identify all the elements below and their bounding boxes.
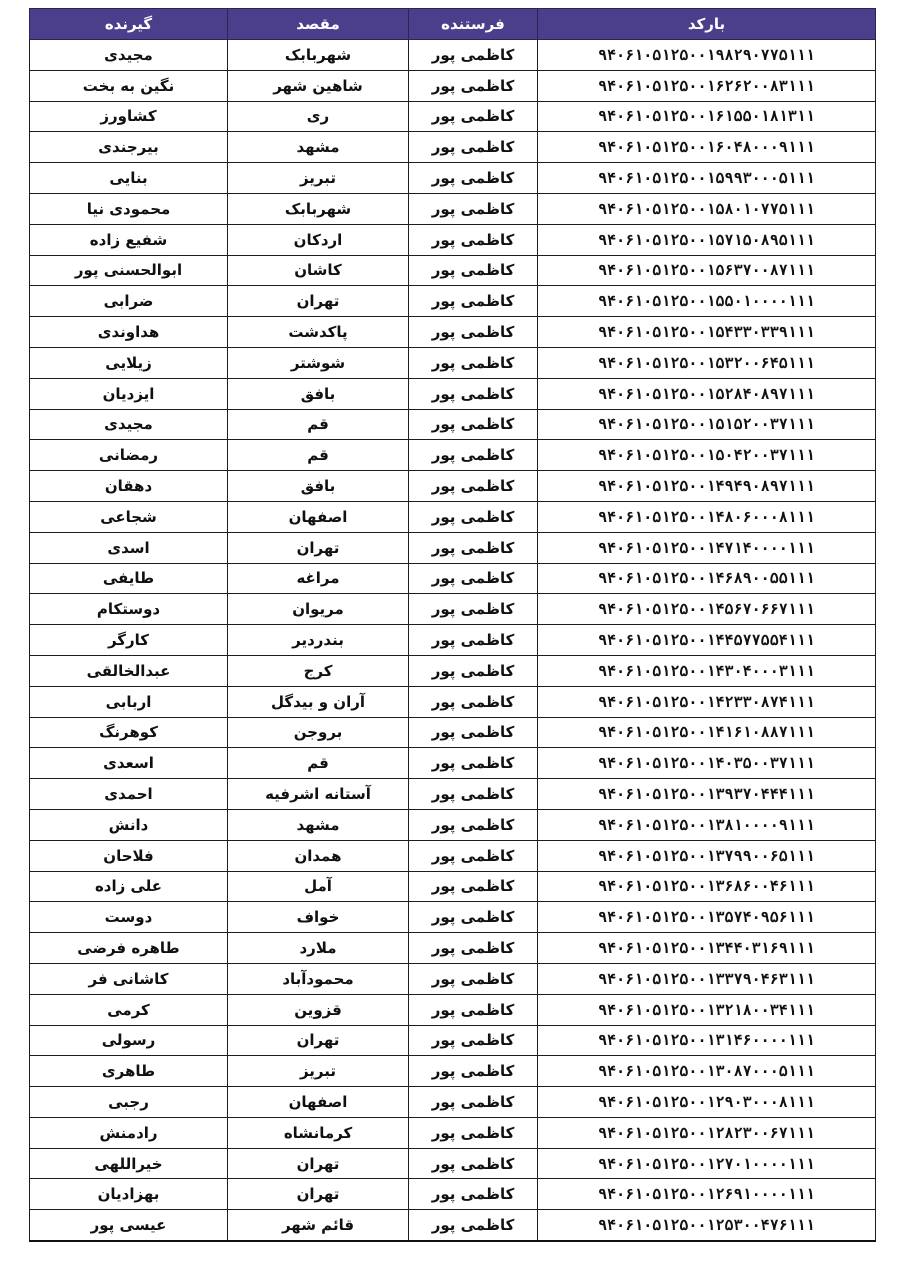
sender-cell: کاظمی پور <box>409 1087 538 1118</box>
table-row <box>30 625 876 656</box>
table-row <box>30 1087 876 1118</box>
barcode-cell: ۹۴۰۶۱۰۵۱۲۵۰۰۱۵۴۳۳۰۳۳۹۱۱۱ <box>538 317 876 348</box>
barcode-cell: ۹۴۰۶۱۰۵۱۲۵۰۰۱۹۸۲۹۰۷۷۵۱۱۱ <box>538 40 876 71</box>
barcode-cell: ۹۴۰۶۱۰۵۱۲۵۰۰۱۳۷۹۹۰۰۶۵۱۱۱ <box>538 840 876 871</box>
destination-cell: قم <box>228 409 409 440</box>
table-row <box>30 840 876 871</box>
recipient-cell: اسدی <box>30 532 228 563</box>
sender-cell: کاظمی پور <box>409 902 538 933</box>
barcode-cell: ۹۴۰۶۱۰۵۱۲۵۰۰۱۲۷۰۱۰۰۰۰۱۱۱ <box>538 1148 876 1179</box>
recipient-cell: کوهرنگ <box>30 717 228 748</box>
recipient-cell: اسعدی <box>30 748 228 779</box>
barcode-cell: ۹۴۰۶۱۰۵۱۲۵۰۰۱۴۱۶۱۰۸۸۷۱۱۱ <box>538 717 876 748</box>
recipient-cell: فلاحان <box>30 840 228 871</box>
recipient-cell: کشاورز <box>30 101 228 132</box>
destination-cell: اردکان <box>228 224 409 255</box>
header-sender: فرستنده <box>409 9 538 40</box>
table-row <box>30 717 876 748</box>
destination-cell: آستانه اشرفیه <box>228 779 409 810</box>
table-row <box>30 317 876 348</box>
destination-cell: کرمانشاه <box>228 1117 409 1148</box>
table-row <box>30 378 876 409</box>
recipient-cell: مجیدی <box>30 40 228 71</box>
recipient-cell: طایفی <box>30 563 228 594</box>
sender-cell: کاظمی پور <box>409 40 538 71</box>
barcode-cell: ۹۴۰۶۱۰۵۱۲۵۰۰۱۲۸۲۳۰۰۶۷۱۱۱ <box>538 1117 876 1148</box>
barcode-cell: ۹۴۰۶۱۰۵۱۲۵۰۰۱۵۲۸۴۰۸۹۷۱۱۱ <box>538 378 876 409</box>
table-row <box>30 440 876 471</box>
table-row <box>30 532 876 563</box>
recipient-cell: رجبی <box>30 1087 228 1118</box>
destination-cell: ری <box>228 101 409 132</box>
recipient-cell: کارگر <box>30 625 228 656</box>
barcode-cell: ۹۴۰۶۱۰۵۱۲۵۰۰۱۵۹۹۳۰۰۰۵۱۱۱ <box>538 163 876 194</box>
destination-cell: شهربابک <box>228 193 409 224</box>
sender-cell: کاظمی پور <box>409 686 538 717</box>
recipient-cell: کرمی <box>30 994 228 1025</box>
destination-cell: شوشتر <box>228 347 409 378</box>
sender-cell: کاظمی پور <box>409 840 538 871</box>
recipient-cell: عیسی پور <box>30 1210 228 1241</box>
table-row <box>30 1025 876 1056</box>
table-row <box>30 1056 876 1087</box>
sender-cell: کاظمی پور <box>409 994 538 1025</box>
table-row <box>30 1117 876 1148</box>
sender-cell: کاظمی پور <box>409 963 538 994</box>
header-destination: مقصد <box>228 9 409 40</box>
sender-cell: کاظمی پور <box>409 779 538 810</box>
sender-cell: کاظمی پور <box>409 317 538 348</box>
recipient-cell: طاهره فرضی <box>30 933 228 964</box>
recipient-cell: نگین به بخت <box>30 70 228 101</box>
barcode-cell: ۹۴۰۶۱۰۵۱۲۵۰۰۱۴۵۶۷۰۶۶۷۱۱۱ <box>538 594 876 625</box>
destination-cell: همدان <box>228 840 409 871</box>
sender-cell: کاظمی پور <box>409 625 538 656</box>
barcode-cell: ۹۴۰۶۱۰۵۱۲۵۰۰۱۴۳۰۴۰۰۰۳۱۱۱ <box>538 655 876 686</box>
barcode-cell: ۹۴۰۶۱۰۵۱۲۵۰۰۱۶۲۶۲۰۰۸۳۱۱۱ <box>538 70 876 101</box>
table-row <box>30 1179 876 1210</box>
barcode-cell: ۹۴۰۶۱۰۵۱۲۵۰۰۱۴۰۳۵۰۰۳۷۱۱۱ <box>538 748 876 779</box>
sender-cell: کاظمی پور <box>409 163 538 194</box>
barcode-cell: ۹۴۰۶۱۰۵۱۲۵۰۰۱۴۹۴۹۰۸۹۷۱۱۱ <box>538 471 876 502</box>
destination-cell: تهران <box>228 1025 409 1056</box>
barcode-cell: ۹۴۰۶۱۰۵۱۲۵۰۰۱۵۸۰۱۰۷۷۵۱۱۱ <box>538 193 876 224</box>
table-header <box>30 9 876 40</box>
table-body <box>30 40 876 1242</box>
recipient-cell: رمضانی <box>30 440 228 471</box>
recipient-cell: شجاعی <box>30 501 228 532</box>
table-row <box>30 163 876 194</box>
recipient-cell: بنایی <box>30 163 228 194</box>
header-row <box>30 9 876 40</box>
sender-cell: کاظمی پور <box>409 748 538 779</box>
destination-cell: مشهد <box>228 809 409 840</box>
sender-cell: کاظمی پور <box>409 70 538 101</box>
recipient-cell: ایزدیان <box>30 378 228 409</box>
sender-cell: کاظمی پور <box>409 594 538 625</box>
recipient-cell: دهقان <box>30 471 228 502</box>
barcode-cell: ۹۴۰۶۱۰۵۱۲۵۰۰۱۴۸۰۶۰۰۰۸۱۱۱ <box>538 501 876 532</box>
table-row <box>30 70 876 101</box>
destination-cell: خواف <box>228 902 409 933</box>
barcode-cell: ۹۴۰۶۱۰۵۱۲۵۰۰۱۲۶۹۱۰۰۰۰۱۱۱ <box>538 1179 876 1210</box>
sender-cell: کاظمی پور <box>409 532 538 563</box>
sender-cell: کاظمی پور <box>409 255 538 286</box>
destination-cell: شهربابک <box>228 40 409 71</box>
destination-cell: تبریز <box>228 1056 409 1087</box>
table-row <box>30 779 876 810</box>
header-recipient: گیرنده <box>30 9 228 40</box>
sender-cell: کاظمی پور <box>409 409 538 440</box>
sender-cell: کاظمی پور <box>409 1179 538 1210</box>
recipient-cell: محمودی نیا <box>30 193 228 224</box>
sender-cell: کاظمی پور <box>409 471 538 502</box>
recipient-cell: دانش <box>30 809 228 840</box>
barcode-cell: ۹۴۰۶۱۰۵۱۲۵۰۰۱۵۰۴۲۰۰۳۷۱۱۱ <box>538 440 876 471</box>
barcode-cell: ۹۴۰۶۱۰۵۱۲۵۰۰۱۳۳۷۹۰۴۶۳۱۱۱ <box>538 963 876 994</box>
destination-cell: اصفهان <box>228 1087 409 1118</box>
barcode-cell: ۹۴۰۶۱۰۵۱۲۵۰۰۱۳۲۱۸۰۰۳۴۱۱۱ <box>538 994 876 1025</box>
destination-cell: مراغه <box>228 563 409 594</box>
table-row <box>30 655 876 686</box>
destination-cell: کاشان <box>228 255 409 286</box>
table-row <box>30 748 876 779</box>
barcode-cell: ۹۴۰۶۱۰۵۱۲۵۰۰۱۴۲۳۳۰۸۷۴۱۱۱ <box>538 686 876 717</box>
table-row <box>30 132 876 163</box>
recipient-cell: اربابی <box>30 686 228 717</box>
barcode-cell: ۹۴۰۶۱۰۵۱۲۵۰۰۱۳۹۳۷۰۴۴۴۱۱۱ <box>538 779 876 810</box>
barcode-cell: ۹۴۰۶۱۰۵۱۲۵۰۰۱۴۶۸۹۰۰۵۵۱۱۱ <box>538 563 876 594</box>
barcode-cell: ۹۴۰۶۱۰۵۱۲۵۰۰۱۴۴۵۷۷۵۵۴۱۱۱ <box>538 625 876 656</box>
destination-cell: تهران <box>228 532 409 563</box>
destination-cell: محمودآباد <box>228 963 409 994</box>
recipient-cell: بهزادیان <box>30 1179 228 1210</box>
destination-cell: اصفهان <box>228 501 409 532</box>
destination-cell: بندردیر <box>228 625 409 656</box>
table-row <box>30 563 876 594</box>
table-row <box>30 686 876 717</box>
barcode-cell: ۹۴۰۶۱۰۵۱۲۵۰۰۱۳۸۱۰۰۰۰۹۱۱۱ <box>538 809 876 840</box>
recipient-cell: دوست <box>30 902 228 933</box>
destination-cell: قزوین <box>228 994 409 1025</box>
recipient-cell: شفیع زاده <box>30 224 228 255</box>
table-row <box>30 501 876 532</box>
barcode-cell: ۹۴۰۶۱۰۵۱۲۵۰۰۱۳۰۸۷۰۰۰۵۱۱۱ <box>538 1056 876 1087</box>
sender-cell: کاظمی پور <box>409 809 538 840</box>
table-row <box>30 347 876 378</box>
table-row <box>30 409 876 440</box>
table-row <box>30 871 876 902</box>
sender-cell: کاظمی پور <box>409 224 538 255</box>
recipient-cell: علی زاده <box>30 871 228 902</box>
table-row <box>30 1148 876 1179</box>
table-row <box>30 286 876 317</box>
recipient-cell: زیلایی <box>30 347 228 378</box>
table-row <box>30 471 876 502</box>
recipient-cell: عبدالخالقی <box>30 655 228 686</box>
barcode-cell: ۹۴۰۶۱۰۵۱۲۵۰۰۱۶۰۴۸۰۰۰۹۱۱۱ <box>538 132 876 163</box>
sender-cell: کاظمی پور <box>409 193 538 224</box>
recipient-cell: بیرجندی <box>30 132 228 163</box>
recipient-cell: ابوالحسنی پور <box>30 255 228 286</box>
table-row <box>30 994 876 1025</box>
sender-cell: کاظمی پور <box>409 378 538 409</box>
destination-cell: مریوان <box>228 594 409 625</box>
destination-cell: ملارد <box>228 933 409 964</box>
destination-cell: بافق <box>228 378 409 409</box>
barcode-cell: ۹۴۰۶۱۰۵۱۲۵۰۰۱۳۱۴۶۰۰۰۰۱۱۱ <box>538 1025 876 1056</box>
table-row <box>30 933 876 964</box>
table-row <box>30 224 876 255</box>
sender-cell: کاظمی پور <box>409 933 538 964</box>
destination-cell: تهران <box>228 1148 409 1179</box>
destination-cell: قم <box>228 440 409 471</box>
table-row <box>30 1210 876 1241</box>
sender-cell: کاظمی پور <box>409 1056 538 1087</box>
table-row <box>30 594 876 625</box>
destination-cell: تهران <box>228 1179 409 1210</box>
sender-cell: کاظمی پور <box>409 1148 538 1179</box>
destination-cell: تهران <box>228 286 409 317</box>
sender-cell: کاظمی پور <box>409 1210 538 1241</box>
barcode-cell: ۹۴۰۶۱۰۵۱۲۵۰۰۱۵۵۰۱۰۰۰۰۱۱۱ <box>538 286 876 317</box>
destination-cell: پاکدشت <box>228 317 409 348</box>
sender-cell: کاظمی پور <box>409 717 538 748</box>
recipient-cell: ضرابی <box>30 286 228 317</box>
destination-cell: بافق <box>228 471 409 502</box>
destination-cell: قائم شهر <box>228 1210 409 1241</box>
recipient-cell: هداوندی <box>30 317 228 348</box>
shipment-sheet <box>30 8 876 1242</box>
table-row <box>30 193 876 224</box>
destination-cell: کرج <box>228 655 409 686</box>
barcode-cell: ۹۴۰۶۱۰۵۱۲۵۰۰۱۵۷۱۵۰۸۹۵۱۱۱ <box>538 224 876 255</box>
barcode-cell: ۹۴۰۶۱۰۵۱۲۵۰۰۱۵۱۵۲۰۰۳۷۱۱۱ <box>538 409 876 440</box>
recipient-cell: طاهری <box>30 1056 228 1087</box>
barcode-cell: ۹۴۰۶۱۰۵۱۲۵۰۰۱۳۴۴۰۳۱۶۹۱۱۱ <box>538 933 876 964</box>
recipient-cell: احمدی <box>30 779 228 810</box>
barcode-cell: ۹۴۰۶۱۰۵۱۲۵۰۰۱۲۹۰۳۰۰۰۸۱۱۱ <box>538 1087 876 1118</box>
sender-cell: کاظمی پور <box>409 1025 538 1056</box>
recipient-cell: مجیدی <box>30 409 228 440</box>
sender-cell: کاظمی پور <box>409 655 538 686</box>
sender-cell: کاظمی پور <box>409 101 538 132</box>
sender-cell: کاظمی پور <box>409 440 538 471</box>
sender-cell: کاظمی پور <box>409 563 538 594</box>
header-barcode: بارکد <box>538 9 876 40</box>
sender-cell: کاظمی پور <box>409 347 538 378</box>
shipment-table <box>29 8 876 1242</box>
sender-cell: کاظمی پور <box>409 286 538 317</box>
table-row <box>30 963 876 994</box>
destination-cell: تبریز <box>228 163 409 194</box>
table-row <box>30 40 876 71</box>
barcode-cell: ۹۴۰۶۱۰۵۱۲۵۰۰۱۵۶۳۷۰۰۸۷۱۱۱ <box>538 255 876 286</box>
barcode-cell: ۹۴۰۶۱۰۵۱۲۵۰۰۱۵۳۲۰۰۶۴۵۱۱۱ <box>538 347 876 378</box>
table-row <box>30 101 876 132</box>
barcode-cell: ۹۴۰۶۱۰۵۱۲۵۰۰۱۶۱۵۵۰۱۸۱۳۱۱ <box>538 101 876 132</box>
sender-cell: کاظمی پور <box>409 501 538 532</box>
recipient-cell: خیراللهی <box>30 1148 228 1179</box>
destination-cell: بروجن <box>228 717 409 748</box>
destination-cell: قم <box>228 748 409 779</box>
sender-cell: کاظمی پور <box>409 1117 538 1148</box>
destination-cell: آمل <box>228 871 409 902</box>
sender-cell: کاظمی پور <box>409 871 538 902</box>
destination-cell: شاهین شهر <box>228 70 409 101</box>
barcode-cell: ۹۴۰۶۱۰۵۱۲۵۰۰۱۴۷۱۴۰۰۰۰۱۱۱ <box>538 532 876 563</box>
barcode-cell: ۹۴۰۶۱۰۵۱۲۵۰۰۱۳۶۸۶۰۰۴۶۱۱۱ <box>538 871 876 902</box>
table-row <box>30 902 876 933</box>
barcode-cell: ۹۴۰۶۱۰۵۱۲۵۰۰۱۲۵۳۰۰۴۷۶۱۱۱ <box>538 1210 876 1241</box>
sender-cell: کاظمی پور <box>409 132 538 163</box>
recipient-cell: رسولی <box>30 1025 228 1056</box>
recipient-cell: رادمنش <box>30 1117 228 1148</box>
destination-cell: مشهد <box>228 132 409 163</box>
table-row <box>30 809 876 840</box>
table-row <box>30 255 876 286</box>
recipient-cell: دوستکام <box>30 594 228 625</box>
recipient-cell: کاشانی فر <box>30 963 228 994</box>
destination-cell: آران و بیدگل <box>228 686 409 717</box>
barcode-cell: ۹۴۰۶۱۰۵۱۲۵۰۰۱۳۵۷۴۰۹۵۶۱۱۱ <box>538 902 876 933</box>
